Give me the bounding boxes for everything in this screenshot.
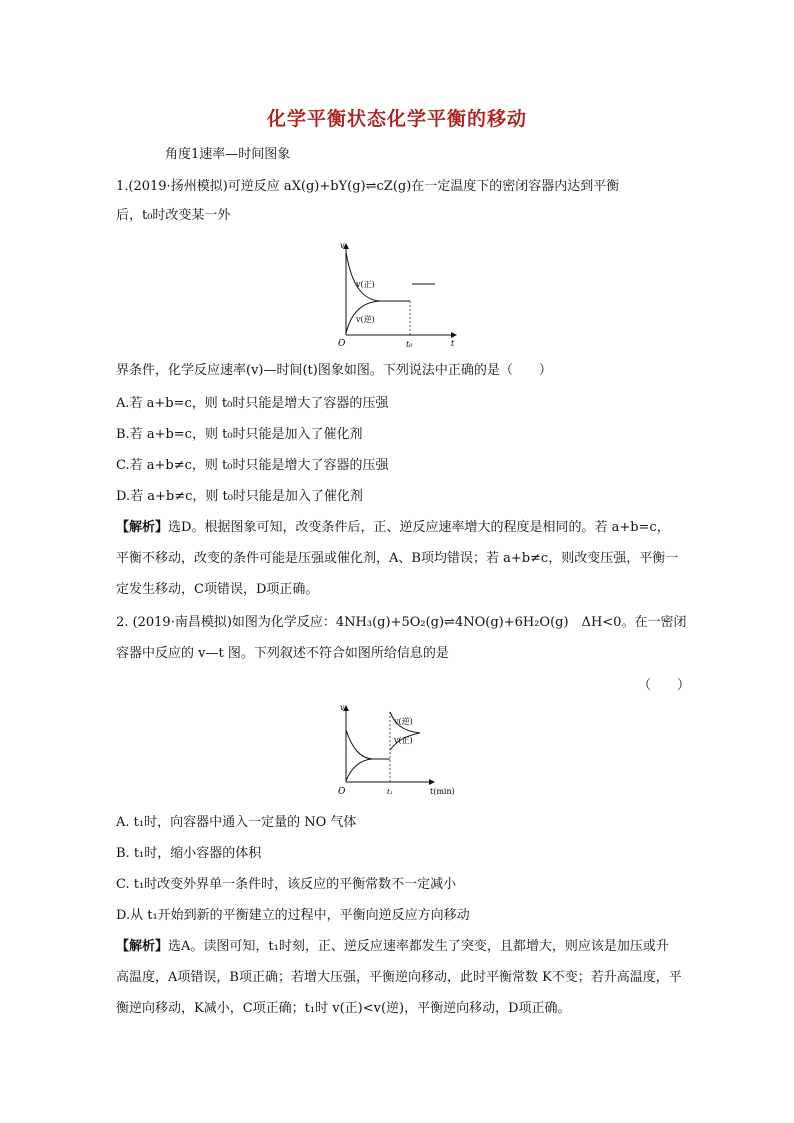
q2-option-b: B. t₁时，缩小容器的体积 [116,846,262,861]
forward-rate-label: v(正) [394,736,413,745]
origin-label: O [338,339,346,349]
section-heading: 角度1速率—时间图象 [165,147,291,162]
x-axis-label: t [451,339,455,348]
t1-label: t₁ [387,788,393,796]
reverse-rate-label: v(逆) [394,717,413,726]
q2-analysis-tag: 【解析】 [116,939,169,954]
q1-option-b: B.若 a+b=c，则 t₀时只能是加入了催化剂 [116,427,363,442]
q1-stem-line2: 后，t₀时改变某一外 [116,208,231,223]
y-axis-label: v [340,703,345,712]
forward-rate-curve [346,252,410,301]
q2-stem-line2: 容器中反应的 v—t 图。下列叙述不符合如图所给信息的是 [116,646,449,661]
t0-label: t₀ [406,340,413,349]
forward-rate-label: v(正) [356,280,375,289]
q2-option-a: A. t₁时，向容器中通入一定量的 NO 气体 [116,815,357,830]
q2-stem-line1: 2. (2019·南昌模拟)如图为化学反应：4NH₃(g)+5O₂(g)⇌4NO(g)+6H₂O(g) ΔH<0。在一密闭 [116,615,687,630]
q2-analysis-text: 选A。读图可知，t₁时刻，正、逆反应速率都发生了突变，且都增大，则应该是加压或升 [168,939,669,954]
page-title: 化学平衡状态化学平衡的移动 [266,108,527,130]
forward-rate-curve-initial [346,730,390,759]
x-axis-label: t(min) [430,787,455,796]
q2-analysis-line3: 衡逆向移动，K减小，C项正确；t₁时 v(正)<v(逆)，平衡逆向移动，D项正确。 [116,1001,571,1016]
y-axis-label: v [340,241,345,250]
q1-option-a: A.若 a+b=c，则 t₀时只能是增大了容器的压强 [116,396,389,411]
q1-analysis-tag: 【解析】 [116,520,169,535]
q2-rate-time-graph [334,700,464,804]
q1-analysis-text: 选D。根据图象可知，改变条件后，正、逆反应速率增大的程度是相同的。若 a+b=c， [168,520,670,535]
reverse-rate-curve-initial [346,759,372,781]
q1-analysis-line2: 平衡不移动，改变的条件可能是压强或催化剂，A、B项均错误；若 a+b≠c，则改变压强，平衡一 [116,551,679,566]
q2-analysis-line2: 高温度，A项错误，B项正确；若增大压强，平衡逆向移动，此时平衡常数 K不变；若升高温度，平 [116,970,682,985]
q1-analysis-line3: 定发生移动，C项错误，D项正确。 [116,582,319,597]
q2-analysis-line1 [116,938,669,956]
q1-rate-time-graph [334,238,464,350]
q1-stem-line3: 界条件，化学反应速率(v)—时间(t)图象如图。下列说法中正确的是（ ） [116,363,552,378]
q2-option-d: D.从 t₁开始到新的平衡建立的过程中，平衡向逆反应方向移动 [116,908,470,923]
q2-answer-bracket: （ ） [638,678,691,693]
origin-label: O [338,787,346,797]
q1-stem-line1: 1.(2019·扬州模拟)可逆反应 aX(g)+bY(g)⇌cZ(g)在一定温度下的密闭容器内达到平衡 [116,179,620,194]
q1-option-d: D.若 a+b≠c，则 t₀时只能是加入了催化剂 [116,489,363,504]
q2-option-c: C. t₁时改变外界单一条件时，该反应的平衡常数不一定减小 [116,877,457,892]
reverse-rate-label: v(逆) [356,315,375,324]
q1-option-c: C.若 a+b≠c，则 t₀时只能是增大了容器的压强 [116,458,389,473]
q1-analysis-line1 [116,519,670,537]
